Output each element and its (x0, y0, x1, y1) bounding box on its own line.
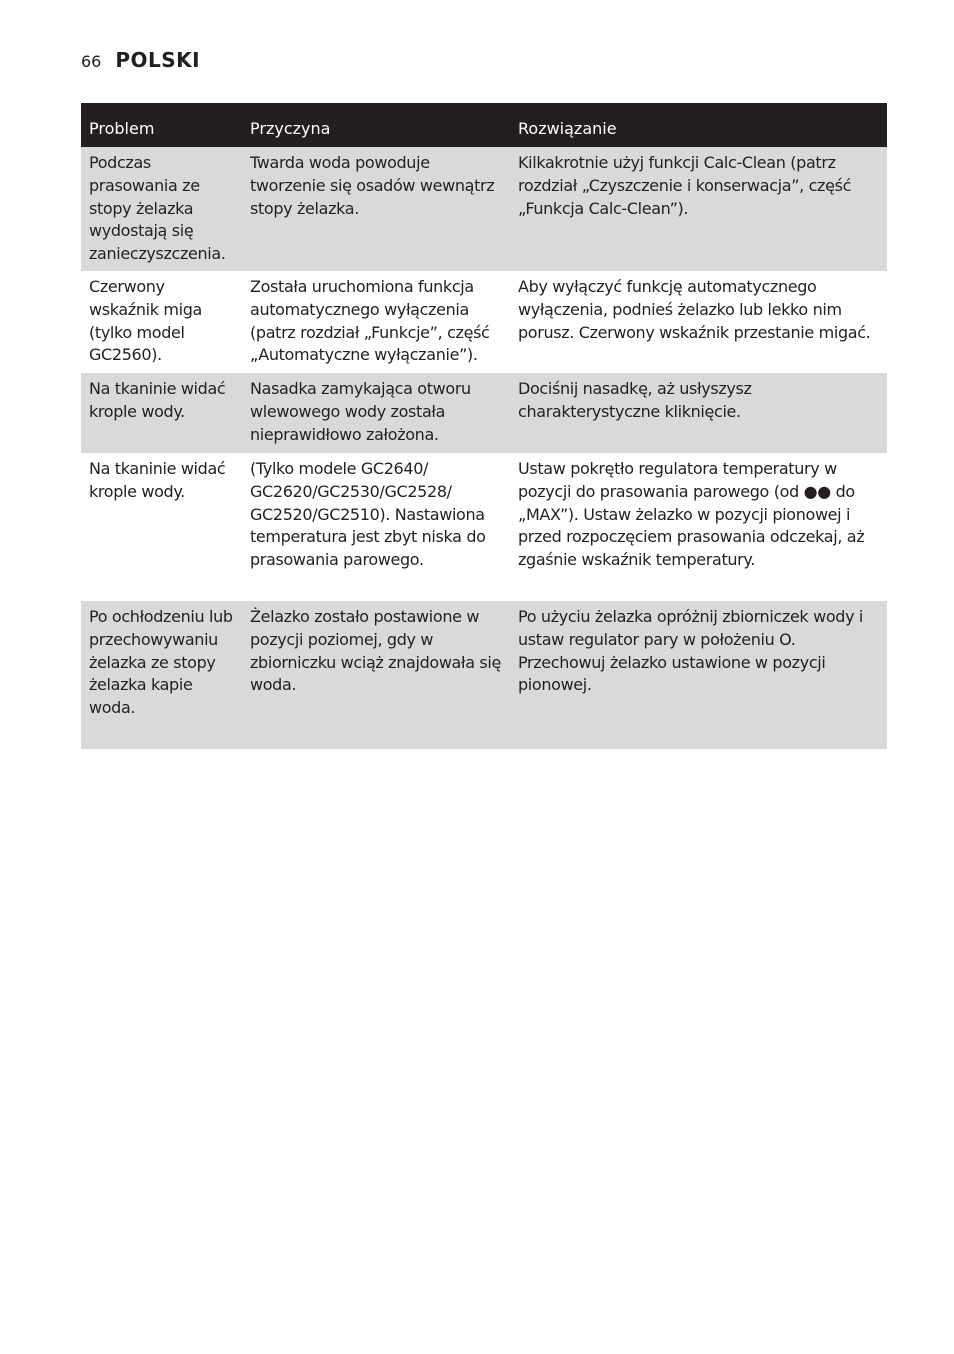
cause-cell: Nasadka zamykająca otworu wlewowego wody została nieprawidłowo założona. (242, 373, 510, 453)
cause-cell: Twarda woda powoduje tworzenie się osadów wewnątrz stopy żelazka. (242, 147, 510, 271)
cause-cell: (Tylko modele GC2640/ GC2620/GC2530/GC2528/ GC2520/GC2510). Nastawiona temperatura jest zbyt niska do prasowania parowego. (242, 453, 510, 601)
page-number: 66 (81, 52, 102, 71)
section-title: POLSKI (115, 48, 201, 72)
page-header (81, 48, 200, 72)
column-header-problem: Problem (81, 103, 242, 147)
solution-cell: Aby wyłączyć funkcję automatycznego wyłączenia, podnieś żelazko lub lekko nim porusz. Czerwony wskaźnik przestanie migać. (510, 271, 887, 373)
solution-cell: Ustaw pokrętło regulatora temperatury w pozycji do prasowania parowego (od ●● do „MAX”). Ustaw żelazko w pozycji pionowej i przed rozpoczęciem prasowania odczekaj, aż zgaśnie wskaźnik temperatury. (510, 453, 887, 601)
solution-cell: Kilkakrotnie użyj funkcji Calc-Clean (patrz rozdział „Czyszczenie i konserwacja”, część „Funkcja Calc-Clean”). (510, 147, 887, 271)
problem-cell: Podczas prasowania ze stopy żelazka wydostają się zanieczyszczenia. (81, 147, 242, 271)
column-header-solution: Rozwiązanie (510, 103, 887, 147)
table-row (81, 271, 887, 373)
solution-cell: Po użyciu żelazka opróżnij zbiorniczek wody i ustaw regulator pary w położeniu O. Przechowuj żelazko ustawione w pozycji pionowej. (510, 601, 887, 749)
problem-cell: Na tkaninie widać krople wody. (81, 453, 242, 601)
problem-cell: Czerwony wskaźnik miga (tylko model GC2560). (81, 271, 242, 373)
table-row (81, 373, 887, 453)
column-header-cause: Przyczyna (242, 103, 510, 147)
troubleshooting-table (81, 103, 887, 749)
table-header-row (81, 103, 887, 147)
table-row (81, 601, 887, 749)
cause-cell: Została uruchomiona funkcja automatycznego wyłączenia (patrz rozdział „Funkcje”, część „Automatyczne wyłączanie”). (242, 271, 510, 373)
problem-cell: Na tkaninie widać krople wody. (81, 373, 242, 453)
solution-cell: Dociśnij nasadkę, aż usłyszysz charakterystyczne kliknięcie. (510, 373, 887, 453)
cause-cell: Żelazko zostało postawione w pozycji poziomej, gdy w zbiorniczku wciąż znajdowała się woda. (242, 601, 510, 749)
table-row (81, 453, 887, 601)
problem-cell: Po ochłodzeniu lub przechowywaniu żelazka ze stopy żelazka kapie woda. (81, 601, 242, 749)
table-row (81, 147, 887, 271)
